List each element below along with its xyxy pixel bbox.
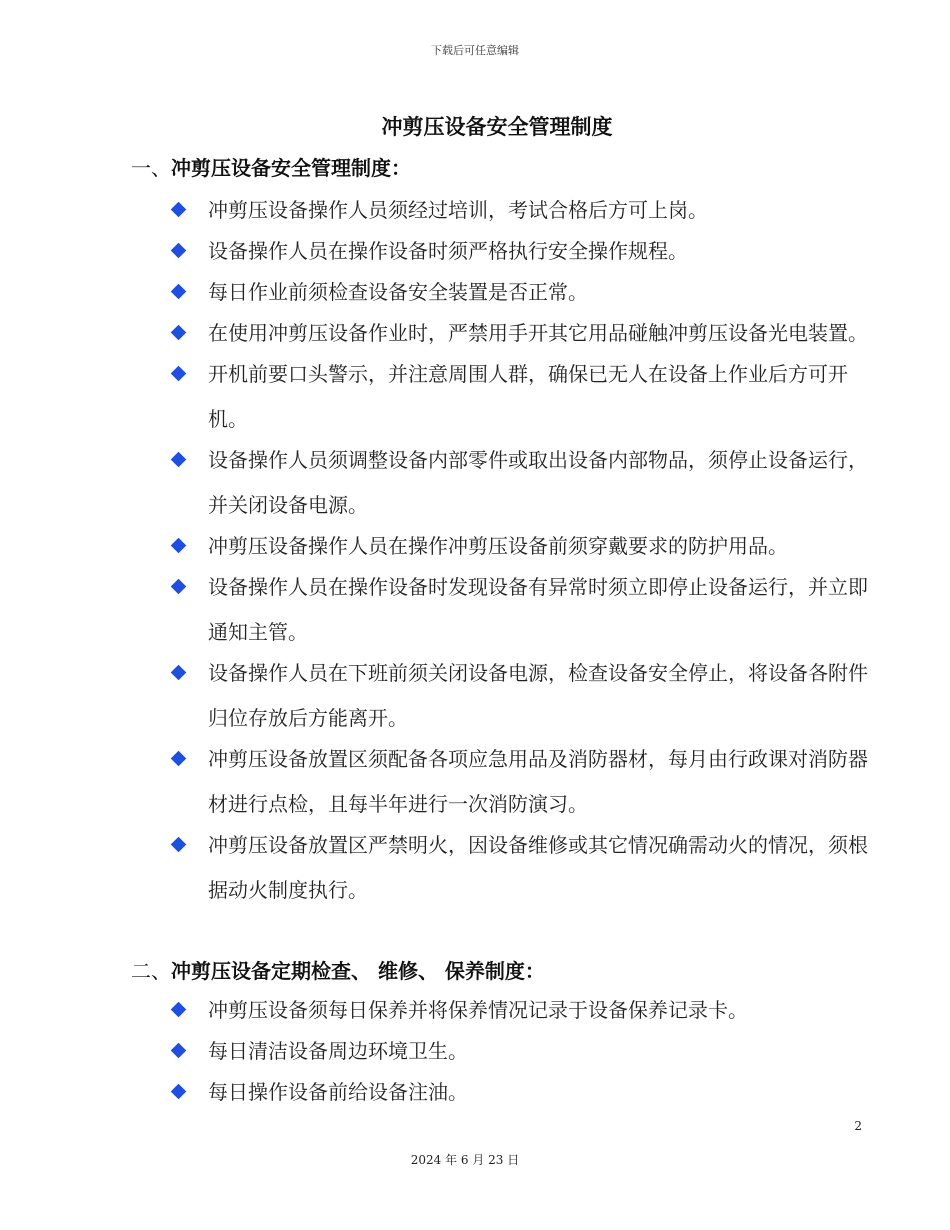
list-item: 冲剪压设备放置区严禁明火，因设备维修或其它情况确需动火的情况，须根据动火制度执行。 — [172, 823, 872, 913]
section-number: 一、 — [131, 156, 171, 180]
diamond-bullet-icon — [171, 665, 187, 681]
section-title: 冲剪压设备定期检查、 维修、 保养制度： — [171, 959, 545, 983]
document-title: 冲剪压设备安全管理制度 — [381, 115, 613, 139]
list-item: 设备操作人员须调整设备内部零件或取出设备内部物品，须停止设备运行，并关闭设备电源。 — [172, 438, 872, 528]
list-item: 冲剪压设备放置区须配备各项应急用品及消防器材，每月由行政课对消防器材进行点检，且每半年进行一次消防演习。 — [172, 737, 872, 827]
diamond-bullet-icon — [171, 538, 187, 554]
section-2-list — [172, 988, 872, 1111]
list-item: 每日作业前须检查设备安全装置是否正常。 — [172, 270, 872, 315]
header-note: 下载后可任意编辑 — [431, 44, 519, 57]
diamond-bullet-icon — [171, 284, 187, 300]
list-item: 设备操作人员在操作设备时须严格执行安全操作规程。 — [172, 229, 872, 274]
list-item: 冲剪压设备操作人员须经过培训，考试合格后方可上岗。 — [172, 188, 872, 233]
section-heading-1 — [131, 152, 411, 181]
section-number: 二、 — [131, 959, 171, 983]
diamond-bullet-icon — [171, 452, 187, 468]
footer-date: 2024 年 6 月 23 日 — [410, 1153, 520, 1167]
list-item: 设备操作人员在下班前须关闭设备电源，检查设备安全停止，将设备各附件归位存放后方能离开。 — [172, 651, 872, 741]
list-item: 设备操作人员在操作设备时发现设备有异常时须立即停止设备运行，并立即通知主管。 — [172, 565, 872, 655]
diamond-bullet-icon — [171, 837, 187, 853]
diamond-bullet-icon — [171, 579, 187, 595]
section-1-list — [172, 188, 872, 909]
list-item: 在使用冲剪压设备作业时，严禁用手开其它用品碰触冲剪压设备光电装置。 — [172, 311, 872, 356]
diamond-bullet-icon — [171, 325, 187, 341]
diamond-bullet-icon — [171, 751, 187, 767]
list-item: 每日清洁设备周边环境卫生。 — [172, 1029, 872, 1074]
diamond-bullet-icon — [171, 202, 187, 218]
list-item: 开机前要口头警示，并注意周围人群，确保已无人在设备上作业后方可开机。 — [172, 352, 872, 442]
section-title: 冲剪压设备安全管理制度： — [171, 156, 411, 180]
list-item: 冲剪压设备须每日保养并将保养情况记录于设备保养记录卡。 — [172, 988, 872, 1033]
page-number: 2 — [854, 1119, 862, 1133]
diamond-bullet-icon — [171, 366, 187, 382]
diamond-bullet-icon — [171, 1002, 187, 1018]
list-item: 每日操作设备前给设备注油。 — [172, 1070, 872, 1115]
section-heading-2 — [131, 955, 545, 984]
diamond-bullet-icon — [171, 243, 187, 259]
list-item: 冲剪压设备操作人员在操作冲剪压设备前须穿戴要求的防护用品。 — [172, 524, 872, 569]
diamond-bullet-icon — [171, 1043, 187, 1059]
diamond-bullet-icon — [171, 1084, 187, 1100]
